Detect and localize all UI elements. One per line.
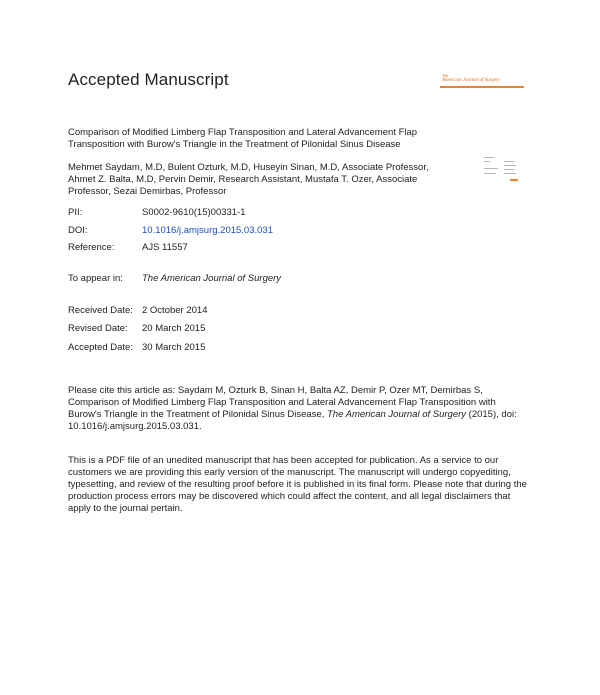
meta-revised-value: 20 March 2015	[142, 323, 206, 334]
meta-accepted-value: 30 March 2015	[142, 342, 206, 353]
journal-logo	[440, 74, 524, 90]
meta-received-value: 2 October 2014	[142, 305, 208, 316]
article-title: Comparison of Modified Limberg Flap Transposition and Lateral Advancement Flap Transposition with Burow's Triangle in the Treatment of Pilonidal Sinus Disease	[68, 127, 418, 150]
journal-cover-thumbnail	[480, 155, 520, 181]
meta-label: Accepted Date:	[68, 342, 133, 353]
journal-logo-the: The	[442, 73, 449, 78]
meta-journal-value: The American Journal of Surgery	[142, 273, 282, 284]
page-heading: Accepted Manuscript	[68, 70, 229, 89]
meta-label: DOI:	[68, 225, 88, 236]
citation-suffix: (2015), doi: 10.1016/j.amjsurg.2015.03.031.	[68, 409, 517, 432]
citation-journal: The American Journal of Surgery	[326, 409, 467, 420]
meta-label: Received Date:	[68, 305, 133, 316]
meta-label: To appear in:	[68, 273, 123, 284]
thumbnail-accent	[510, 179, 518, 181]
citation-paragraph	[68, 385, 528, 433]
meta-reference-value: AJS 11557	[142, 242, 188, 253]
meta-label: Revised Date:	[68, 323, 128, 334]
meta-label: Reference:	[68, 242, 115, 253]
article-authors: Mehmet Saydam, M.D, Bulent Ozturk, M.D, Huseyin Sinan, M.D, Associate Professor, Ahmet Z. Balta, M.D, Pervin Demir, Research Assistant, Mustafa T. Ozer, Associate Professor, Sezai Demirbas, Professor	[68, 162, 429, 197]
citation-prefix: Please cite this article as: Saydam M, Ozturk B, Sinan H, Balta AZ, Demir P, Ozer MT, Demirbas S, Comparison of Modified Limberg Flap Transposition and Lateral Advancement Flap Transposition with Burow's Triangle in the Treatment of Pilonidal Sinus Disease,	[68, 385, 496, 420]
meta-label: PII:	[68, 207, 83, 218]
journal-logo-name: American Journal of Surgery	[442, 78, 501, 83]
doi-link[interactable]: 10.1016/j.amjsurg.2015.03.031	[142, 225, 273, 236]
meta-pii-value: S0002-9610(15)00331-1	[142, 207, 246, 218]
unedited-manuscript-notice: This is a PDF file of an unedited manuscript that has been accepted for publication. As a service to our customers we are providing this early version of the manuscript. The manuscript will undergo copyediting, typesetting, and review of the resulting proof before it is published in its final form. Please note that during the production process errors may be discovered which could affect the content, and all legal disclaimers that apply to the journal pertain.	[68, 455, 527, 514]
journal-logo-bar	[440, 86, 524, 88]
